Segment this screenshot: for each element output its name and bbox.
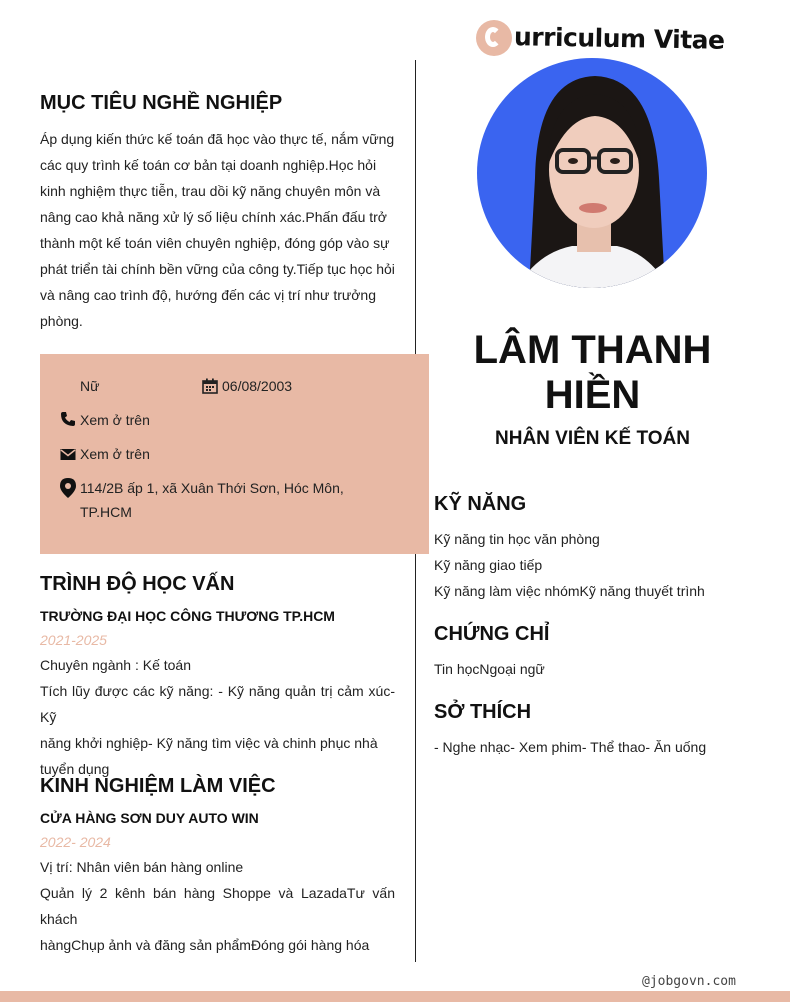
experience-line: Quản lý 2 kênh bán hàng Shoppe và LazadaTư vấn khách (40, 885, 395, 927)
contact-box (40, 354, 429, 554)
experience-line: hàngChụp ảnh và đăng sản phẩmĐóng gói hàng hóa (40, 937, 370, 953)
objective-line: phòng. (40, 313, 83, 329)
cv-logo (476, 18, 725, 58)
watermark: @jobgovn.com (642, 974, 736, 989)
education-period: 2021-2025 (40, 632, 107, 648)
experience-details (40, 880, 395, 958)
address-line-2: TP.HCM (80, 504, 132, 520)
name-line-1: LÂM THANH (473, 328, 712, 372)
address-line-1: 114/2B ấp 1, xã Xuân Thới Sơn, Hóc Môn, (80, 480, 344, 496)
portrait-illustration (477, 58, 707, 288)
objective-title: MỤC TIÊU NGHỀ NGHIỆP (40, 92, 283, 114)
hobbies-text: - Nghe nhạc- Xem phim- Thể thao- Ăn uống (434, 739, 707, 755)
candidate-name (440, 328, 745, 418)
objective-line: thành một kế toán viên chuyên nghiệp, đóng góp vào sự (40, 235, 390, 251)
education-major: Chuyên ngành : Kế toán (40, 657, 192, 673)
phone-value: Xem ở trên (80, 412, 150, 428)
hobbies-title: SỞ THÍCH (434, 701, 532, 723)
education-school: TRƯỜNG ĐẠI HỌC CÔNG THƯƠNG TP.HCM (40, 608, 335, 624)
logo-c-badge (476, 20, 512, 56)
objective-line: Áp dụng kiến thức kế toán đã học vào thực tế, nắm vững (40, 131, 395, 147)
objective-line: và nâng cao trình độ, hướng đến các vị trí như trưởng (40, 287, 376, 303)
bottom-accent-bar (0, 991, 790, 1002)
experience-period: 2022- 2024 (40, 834, 111, 850)
dob-value: 06/08/2003 (222, 378, 293, 394)
objective-line: kinh nghiệm thực tiễn, trau dồi kỹ năng chuyên môn và (40, 183, 381, 199)
education-title: TRÌNH ĐỘ HỌC VẤN (40, 573, 235, 595)
name-line-2: HIỀN (544, 373, 641, 417)
objective-line: nâng cao khả năng xử lý số liệu chính xác.Phấn đấu trở (40, 209, 387, 225)
education-line: Tích lũy được các kỹ năng: - Kỹ năng quản trị cảm xúc- Kỹ (40, 683, 395, 725)
certificates-title: CHỨNG CHỈ (434, 623, 550, 645)
objective-line: phát triển tài chính bền vững của công ty.Tiếp tục học hỏi (40, 261, 395, 277)
experience-company: CỬA HÀNG SƠN DUY AUTO WIN (40, 810, 259, 826)
education-details (40, 678, 395, 782)
experience-position: Vị trí: Nhân viên bán hàng online (40, 859, 244, 875)
objective-text (40, 126, 395, 334)
logo-text: urriculum Vitae (513, 21, 725, 55)
skill-item: Kỹ năng giao tiếp (434, 557, 543, 573)
objective-line: các quy trình kế toán cơ bản tại doanh nghiệp.Học hỏi (40, 157, 377, 173)
certificates-text: Tin họcNgoại ngữ (434, 661, 545, 677)
gender-value: Nữ (80, 378, 100, 394)
education-line: năng khởi nghiệp- Kỹ năng tìm việc và chinh phục nhà (40, 735, 378, 751)
skill-item: Kỹ năng tin học văn phòng (434, 531, 600, 547)
skills-title: KỸ NĂNG (434, 493, 527, 515)
skill-item: Kỹ năng làm việc nhómKỹ năng thuyết trình (434, 583, 705, 599)
phone-icon (60, 411, 76, 427)
candidate-role: NHÂN VIÊN KẾ TOÁN (495, 428, 690, 449)
experience-title: KINH NGHIỆM LÀM VIỆC (40, 775, 276, 797)
email-icon (60, 446, 76, 462)
email-value: Xem ở trên (80, 446, 150, 462)
profile-photo (477, 58, 707, 288)
calendar-icon (202, 378, 218, 394)
education-line: tuyển dụng (40, 761, 110, 777)
location-pin-icon (60, 478, 76, 498)
